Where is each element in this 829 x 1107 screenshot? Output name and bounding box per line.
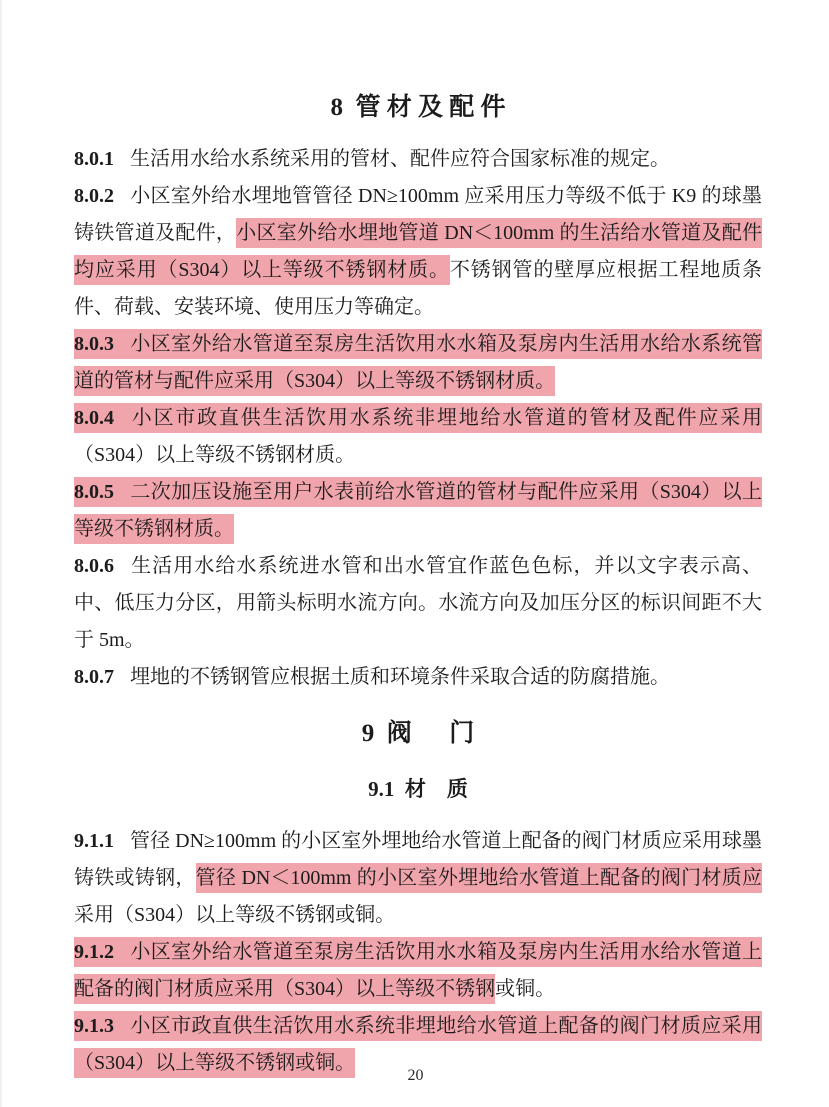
page-number: 20 (407, 1067, 424, 1084)
document-body (2, 0, 829, 1082)
highlighted-text-segment: 小区室外给水埋地管道 DN＜100mm 的生活给水管道及配件均应采用（S304）以上等级不锈钢材质。 (74, 218, 762, 285)
clause-number: 9.1.3 (74, 1011, 130, 1041)
highlighted-text-segment: 小区室外给水管道至泵房生活饮用水水箱及泵房内生活用水给水系统管道的管材与配件应采用（S304）以上等级不锈钢材质。 (74, 329, 762, 396)
highlighted-text-segment: 管径 DN＜100mm 的小区室外埋地给水管道上配备的阀门材质应 (196, 863, 762, 893)
clause-8-0-5 (74, 474, 762, 548)
clause-8-0-1 (74, 141, 762, 178)
text-segment: 或铜。 (495, 978, 556, 1001)
clause-8-0-2 (74, 178, 762, 326)
clause-number: 8.0.7 (74, 665, 114, 688)
clause-number: 8.0.6 (74, 554, 114, 577)
highlighted-text-segment: 二次加压设施至用户水表前给水管道的管材与配件应采用（S304）以上等级不锈钢材质。 (74, 477, 762, 544)
highlighted-text-segment: 小区市政直供生活饮用水系统非埋地给水管道的管材及配件应采用 (130, 403, 762, 433)
text-segment: 采用（S304）以上等级不锈钢或铜。 (74, 904, 396, 927)
clause-number: 9.1.2 (74, 937, 130, 967)
clause-number: 8.0.2 (74, 184, 114, 207)
text-segment: 管径 DN≥100mm 的小区室外埋地给水管道上配备的阀门材质应采用球墨铸铁或铸钢， (74, 830, 762, 890)
highlighted-text-segment: 小区室外给水管道至泵房生活饮用水水箱及泵房内生活用水给水管道上配备的阀门材质应采用（S304）以上等级不锈钢 (74, 937, 762, 1004)
clause-8-0-3 (74, 326, 762, 400)
chapter-8-heading: 8 管 材 及 配 件 (330, 94, 506, 121)
section-9-1-heading: 9.1 材 质 (368, 777, 468, 801)
clause-number: 8.0.5 (74, 477, 130, 507)
clause-9-1-1 (74, 823, 762, 934)
text-segment: 生活用水给水系统进水管和出水管宜作蓝色色标，并以文字表示高、中、低压力分区，用箭头标明水流方向。水流方向及加压分区的标识间距不大于 5m。 (74, 554, 762, 651)
clause-8-0-6 (74, 548, 762, 659)
clause-number: 8.0.3 (74, 329, 130, 359)
clause-number: 8.0.4 (74, 403, 130, 433)
clause-9-1-2 (74, 934, 762, 1008)
text-segment: 不锈钢管的壁厚应根据工程地质条件、荷载、安装环境、使用压力等确定。 (74, 258, 763, 318)
text-segment: （S304）以上等级不锈钢材质。 (74, 443, 356, 466)
text-segment: 生活用水给水系统采用的管材、配件应符合国家标准的规定。 (130, 147, 670, 170)
clause-8-0-4 (74, 400, 762, 474)
clause-8-0-7 (74, 659, 762, 696)
chapter-9-heading: 9 阀 门 (361, 719, 475, 747)
clause-number: 9.1.1 (74, 830, 114, 853)
clause-number: 8.0.1 (74, 147, 114, 170)
text-segment: 小区室外给水埋地管管径 DN≥100mm 应采用压力等级不低于 K9 的球墨铸铁管道及配件， (74, 184, 762, 244)
text-segment: 埋地的不锈钢管应根据土质和环境条件采取合适的防腐措施。 (130, 665, 670, 688)
highlighted-text-segment: 小区市政直供生活饮用水系统非埋地给水管道上配备的阀门材质应采用（S304）以上等级不锈钢或铜。 (74, 1011, 762, 1078)
